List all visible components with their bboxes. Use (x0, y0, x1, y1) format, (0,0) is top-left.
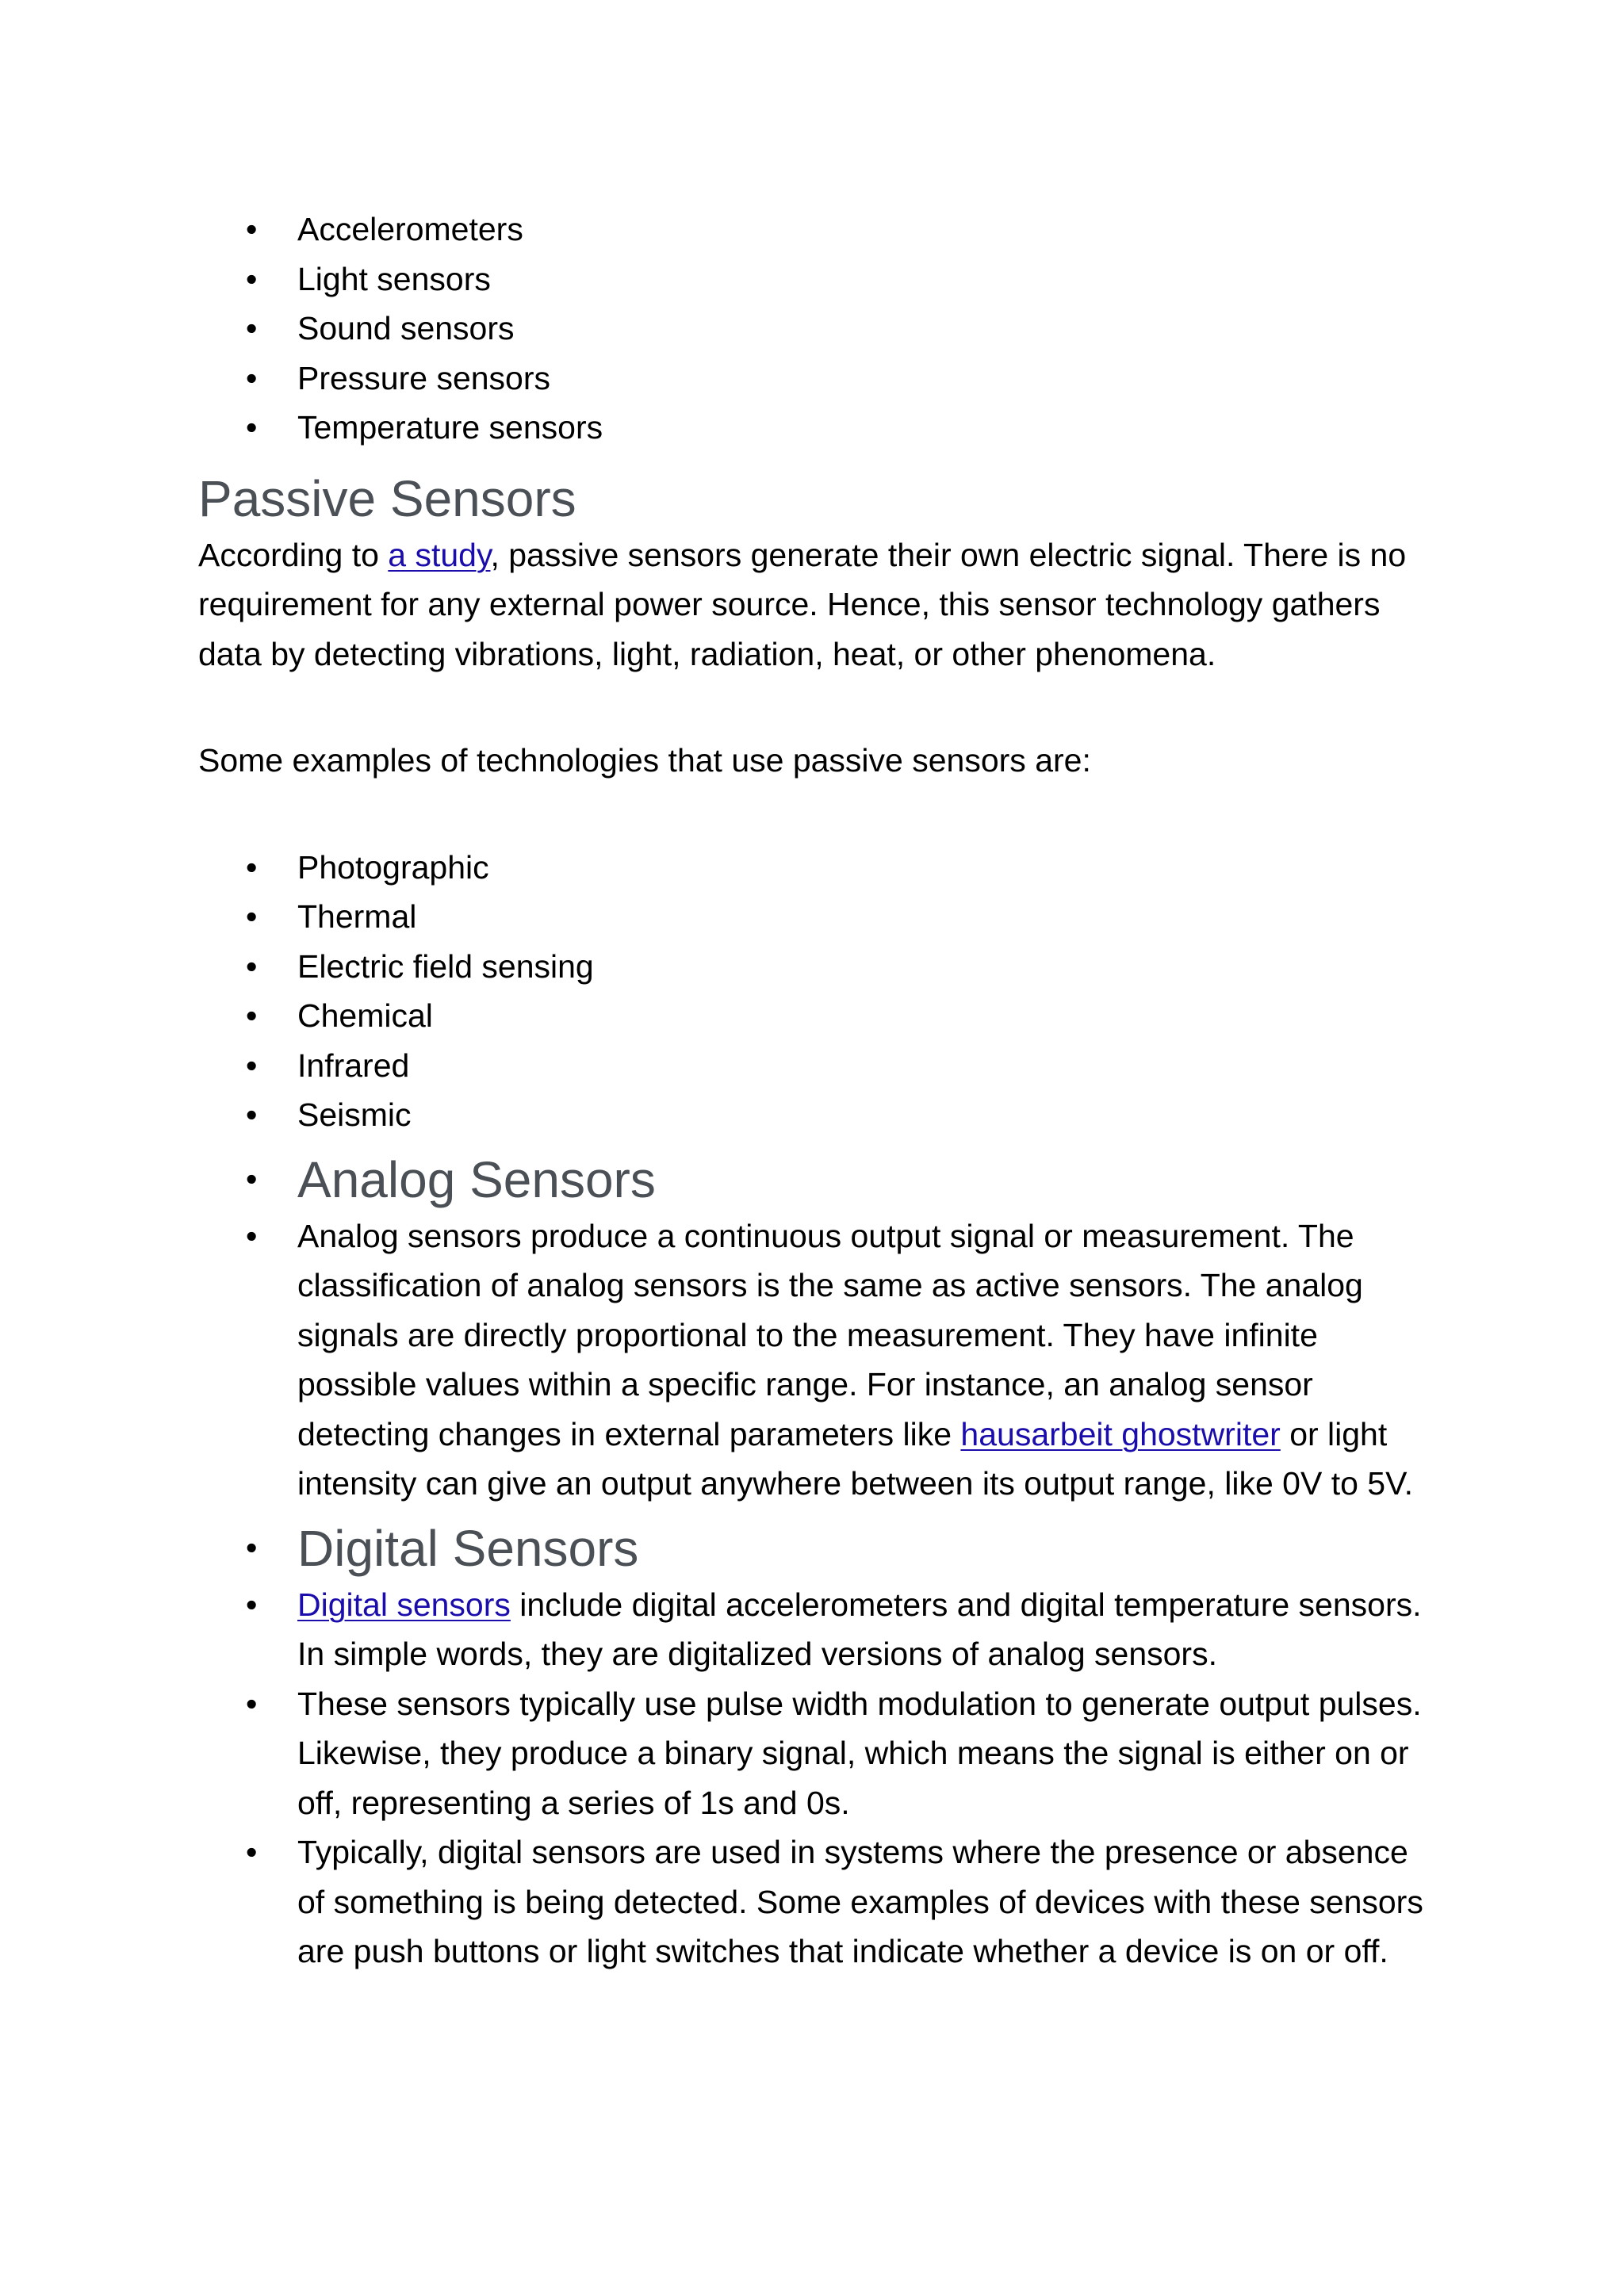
digital-sensors-heading: • Digital Sensors (297, 1519, 639, 1577)
list-item: • Chemical (198, 991, 1443, 1041)
list-item (198, 1211, 1443, 1509)
document-page (198, 205, 1443, 1976)
list-item: • These sensors typically use pulse width modulation to generate output pulses. Likewise, they produce a binary signal, which means the signal is either on or off, representing a series of 1s and 0s. (198, 1679, 1443, 1828)
hausarbeit-ghostwriter-link[interactable]: hausarbeit ghostwriter (960, 1415, 1281, 1452)
passive-sensors-heading: Passive Sensors (198, 469, 576, 527)
list-item: • Electric field sensing (198, 942, 1443, 992)
passive-sensors-paragraph (198, 530, 1443, 679)
a-study-link[interactable]: a study (388, 536, 491, 573)
paragraph-text: , passive sensors generate their own electric signal. There is no requirement for any external power source. Hence, this sensor technology gathers data by detecting vibrations, light, radiation, heat, or other phenomena. (198, 536, 1407, 672)
list-item: • Sound sensors (198, 304, 1443, 354)
list-item: • Pressure sensors (198, 354, 1443, 404)
analog-sensors-list (198, 1148, 1443, 1509)
list-item: • Seismic (198, 1090, 1443, 1140)
list-item: • Infrared (198, 1041, 1443, 1091)
list-item: • Photographic (198, 843, 1443, 893)
digital-sensors-link[interactable]: Digital sensors (297, 1586, 511, 1623)
list-item (198, 1517, 1443, 1580)
paragraph-text: According to (198, 536, 389, 573)
passive-examples-list (198, 843, 1443, 1140)
list-item (198, 1148, 1443, 1211)
list-item (198, 1580, 1443, 1679)
sensor-type-list (198, 205, 1443, 453)
list-item: • Typically, digital sensors are used in systems where the presence or absence of something is being detected. Some examples of devices with these sensors are push buttons or light switches that indicate whether a device is on or off. (198, 1827, 1443, 1976)
paragraph-text: or light intensity can give an output anywhere between its output range, like 0V to 5V. (297, 1415, 1414, 1502)
list-item: • Accelerometers (198, 205, 1443, 254)
analog-sensors-heading: • Analog Sensors (297, 1150, 656, 1208)
digital-sensors-list (198, 1517, 1443, 1976)
list-item: • Thermal (198, 892, 1443, 942)
list-item: • Light sensors (198, 254, 1443, 304)
list-item: • Temperature sensors (198, 403, 1443, 453)
examples-intro: Some examples of technologies that use passive sensors are: (198, 742, 1091, 779)
paragraph-text: include digital accelerometers and digital temperature sensors. In simple words, they are digitalized versions of analog sensors. (297, 1586, 1422, 1672)
paragraph-text: Analog sensors produce a continuous output signal or measurement. The classification of analog sensors is the same as active sensors. The analog signals are directly proportional to the measurement. They have infinite possible values within a specific range. For instance, an analog sensor detecting changes in external parameters like (297, 1217, 1363, 1452)
